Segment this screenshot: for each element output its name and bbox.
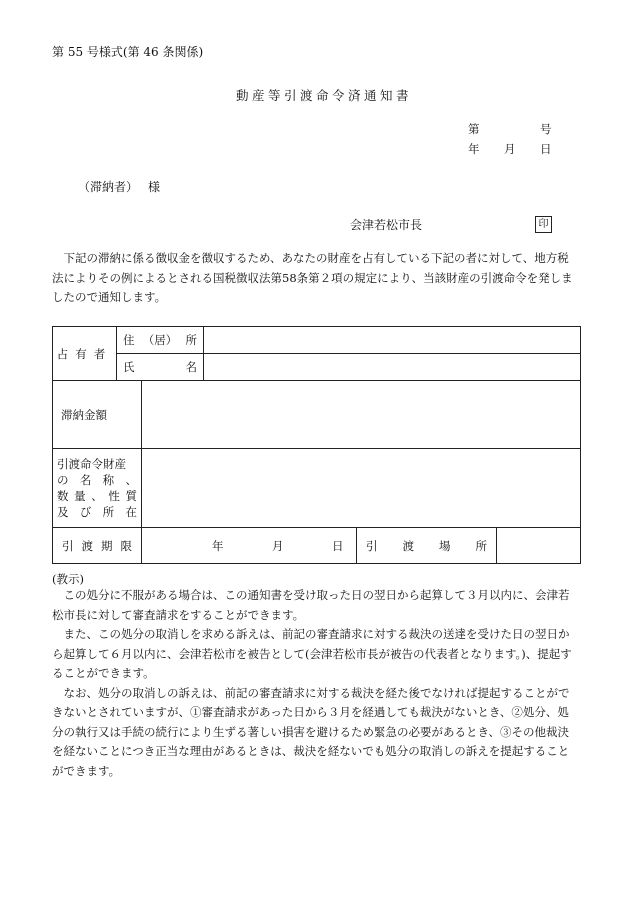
deadline-year-unit: 年 <box>212 538 224 553</box>
doc-number-prefix: 第 <box>468 122 480 136</box>
property-label-part: 及 <box>57 505 69 519</box>
form-number: 第 55 号様式(第 46 条関係) <box>52 45 204 59</box>
property-field[interactable] <box>142 449 581 528</box>
date-year-label: 年 <box>468 142 480 156</box>
delinquent-amount-label: 滞納金額 <box>53 381 142 449</box>
place-label-part: 場 <box>439 538 451 553</box>
notice-body-text: 下記の滞納に係る徴収金を徴収するため、あなたの財産を占有している下記の者に対して、地方税法によりその例によるとされる国税徴収法第58条第２項の規定により、当該財産の引渡命令を発しましたので通知します。 <box>52 251 573 304</box>
property-label-part: 在 <box>125 505 137 519</box>
name-label-part: 氏 <box>123 360 135 374</box>
doc-number-suffix: 号 <box>540 122 552 136</box>
deadline-label-part: 渡 <box>81 538 93 553</box>
place-field[interactable] <box>497 528 581 564</box>
property-label-part: の <box>57 473 69 487</box>
document-title: 動産等引渡命令済通知書 <box>236 88 413 103</box>
name-label-part: 名 <box>185 360 197 374</box>
addressee-label: （滞納者） <box>78 180 139 194</box>
deadline-month-unit: 月 <box>272 538 284 553</box>
notes-paragraph: また、この処分の取消しを求める訴えは、前記の審査請求に対する裁決の送達を受けた日の翌日から起算して６月以内に、会津若松市を被告として(会津若松市長が被告の代表者となります。)、提起することができます。 <box>52 627 572 680</box>
place-label-part: 渡 <box>402 538 414 553</box>
property-label-part: 名 <box>79 473 92 487</box>
deadline-label <box>53 528 142 564</box>
place-label <box>357 528 497 564</box>
property-label-part: 所 <box>102 505 115 519</box>
property-label-part: 、 <box>125 473 137 487</box>
deadline-label-part: 引 <box>62 538 74 553</box>
property-label-part: 性 <box>108 489 120 503</box>
address-label-part: 住 <box>123 333 135 347</box>
seal-stamp-box: 印 <box>535 216 552 233</box>
deadline-field[interactable] <box>142 528 357 564</box>
property-label-part: 引渡命令財産 <box>57 457 126 471</box>
property-label-part: び <box>79 505 92 519</box>
deadline-day-unit: 日 <box>332 538 344 553</box>
date-day-label: 日 <box>540 142 552 156</box>
delinquent-amount-field[interactable] <box>142 381 581 449</box>
date-month-label: 月 <box>504 142 516 156</box>
address-field[interactable] <box>204 327 581 354</box>
name-label <box>117 354 204 381</box>
notes-heading: (教示) <box>52 572 84 586</box>
addressee-honorific: 様 <box>148 180 161 194</box>
property-label-part: 称 <box>102 473 115 487</box>
property-label-part: 数 <box>57 489 69 503</box>
issuer-name: 会津若松市長 <box>350 218 423 232</box>
addressee-line <box>78 181 160 193</box>
name-field[interactable] <box>204 354 581 381</box>
notes-section <box>52 586 580 781</box>
deadline-label-part: 期 <box>101 538 113 553</box>
property-label-part: 、 <box>91 489 103 503</box>
address-label-part: 所 <box>185 333 197 347</box>
deadline-label-part: 限 <box>120 538 132 553</box>
property-label-part: 質 <box>125 489 137 503</box>
place-label-part: 引 <box>366 538 378 553</box>
property-label-part: 量 <box>74 489 86 503</box>
place-label-part: 所 <box>475 538 487 553</box>
address-label <box>117 327 204 354</box>
notes-paragraph: なお、処分の取消しの訴えは、前記の審査請求に対する裁決を経た後でなければ提起することができないとされていますが、①審査請求があった日から３月を経過しても裁決がないとき、②処分、処分の執行又は手続の続行により生ずる著しい損害を避けるため緊急の必要があるとき、③その他裁決を経ないことにつき正当な理由があるときは、裁決を経ないでも処分の取消しの訴えを提起することができます。 <box>52 685 570 778</box>
property-label <box>53 449 142 528</box>
details-table <box>52 326 581 564</box>
notes-paragraph: この処分に不服がある場合は、この通知書を受け取った日の翌日から起算して３月以内に、会津若松市長に対して審査請求をすることができます。 <box>52 588 570 622</box>
address-label-part: （居） <box>142 333 178 347</box>
occupant-label: 占有者 <box>53 327 117 381</box>
